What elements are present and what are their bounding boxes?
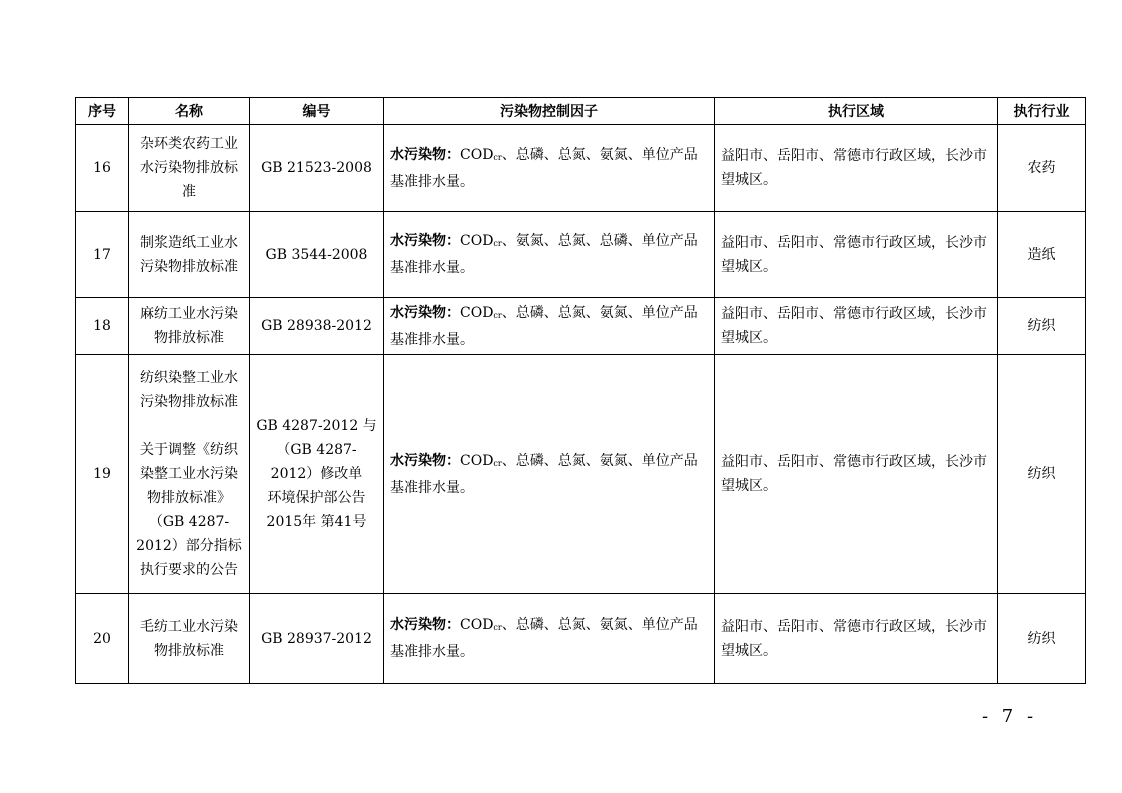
factor-cod-subscript: cr <box>493 239 502 248</box>
factor-label: 水污染物： <box>390 233 460 249</box>
factor-list: 、氨氮、总氮、总磷、单位产品基准排水量。 <box>390 233 698 276</box>
execution-region: 益阳市、岳阳市、常德市行政区域，长沙市望城区。 <box>715 298 998 355</box>
row-index: 20 <box>76 594 129 684</box>
industry: 纺织 <box>998 594 1086 684</box>
factor-label: 水污染物： <box>390 304 460 321</box>
standard-code: GB 28937-2012 <box>250 594 384 684</box>
factor-list: 、总磷、总氮、氨氮、单位产品基准排水量。 <box>390 146 698 190</box>
factor-list: 、总磷、总氮、氨氮、单位产品基准排水量。 <box>390 452 698 496</box>
pollutant-factors <box>384 594 715 684</box>
standard-name-notice: 关于调整《纺织染整工业水污染物排放标准》（GB 4287-2012）部分指标执行要求的公告 <box>136 442 242 578</box>
standard-code-notice: 环境保护部公告2015年 第41号 <box>266 490 367 530</box>
standard-name: 制浆造纸工业水污染物排放标准 <box>129 212 250 298</box>
execution-region: 益阳市、岳阳市、常德市行政区域，长沙市望城区。 <box>715 594 998 684</box>
standard-name: 杂环类农药工业水污染物排放标准 <box>129 125 250 212</box>
standard-name-main: 纺织染整工业水污染物排放标准 <box>140 370 238 410</box>
header-code: 编号 <box>250 98 384 125</box>
table-header-row <box>76 98 1086 125</box>
factor-list: 、总磷、总氮、氨氮、单位产品基准排水量。 <box>390 617 698 660</box>
factor-cod: COD <box>460 452 494 469</box>
execution-region: 益阳市、岳阳市、常德市行政区域，长沙市望城区。 <box>715 212 998 298</box>
factor-cod: COD <box>460 304 494 321</box>
row-index: 16 <box>76 125 129 212</box>
factor-list: 、总磷、总氮、氨氮、单位产品基准排水量。 <box>390 304 698 348</box>
row-index: 18 <box>76 298 129 355</box>
header-pollutant-factors: 污染物控制因子 <box>384 98 715 125</box>
pollutant-factors <box>384 212 715 298</box>
header-index: 序号 <box>76 98 129 125</box>
industry: 纺织 <box>998 355 1086 594</box>
pollutant-factors <box>384 298 715 355</box>
factor-cod-subscript: cr <box>493 458 502 468</box>
standard-name <box>129 355 250 594</box>
factor-cod-subscript: cr <box>493 310 502 320</box>
standard-name: 麻纺工业水污染物排放标准 <box>129 298 250 355</box>
table-row <box>76 212 1086 298</box>
standard-code <box>250 355 384 594</box>
row-index: 19 <box>76 355 129 594</box>
factor-cod: COD <box>460 233 494 249</box>
standard-name: 毛纺工业水污染物排放标准 <box>129 594 250 684</box>
header-industry: 执行行业 <box>998 98 1086 125</box>
standard-code: GB 21523-2008 <box>250 125 384 212</box>
factor-cod-subscript: cr <box>493 623 502 632</box>
table-row <box>76 355 1086 594</box>
standards-table <box>75 97 1086 684</box>
row-index: 17 <box>76 212 129 298</box>
pollutant-factors <box>384 125 715 212</box>
table-row <box>76 125 1086 212</box>
industry: 农药 <box>998 125 1086 212</box>
pollutant-factors <box>384 355 715 594</box>
standard-code: GB 28938-2012 <box>250 298 384 355</box>
factor-label: 水污染物： <box>390 452 460 469</box>
industry: 造纸 <box>998 212 1086 298</box>
factor-label: 水污染物： <box>390 146 460 163</box>
header-name: 名称 <box>129 98 250 125</box>
execution-region: 益阳市、岳阳市、常德市行政区域，长沙市望城区。 <box>715 125 998 212</box>
industry: 纺织 <box>998 298 1086 355</box>
factor-cod-subscript: cr <box>493 152 502 162</box>
factor-cod: COD <box>460 617 494 633</box>
page-number: - 7 - <box>982 706 1038 727</box>
spacer <box>135 414 243 438</box>
standard-code-main: GB 4287-2012 与（GB 4287-2012）修改单 <box>256 418 377 482</box>
header-region: 执行区域 <box>715 98 998 125</box>
factor-cod: COD <box>460 146 494 163</box>
execution-region: 益阳市、岳阳市、常德市行政区域，长沙市望城区。 <box>715 355 998 594</box>
factor-label: 水污染物： <box>390 617 460 633</box>
standard-code: GB 3544-2008 <box>250 212 384 298</box>
table-row <box>76 298 1086 355</box>
table-row <box>76 594 1086 684</box>
